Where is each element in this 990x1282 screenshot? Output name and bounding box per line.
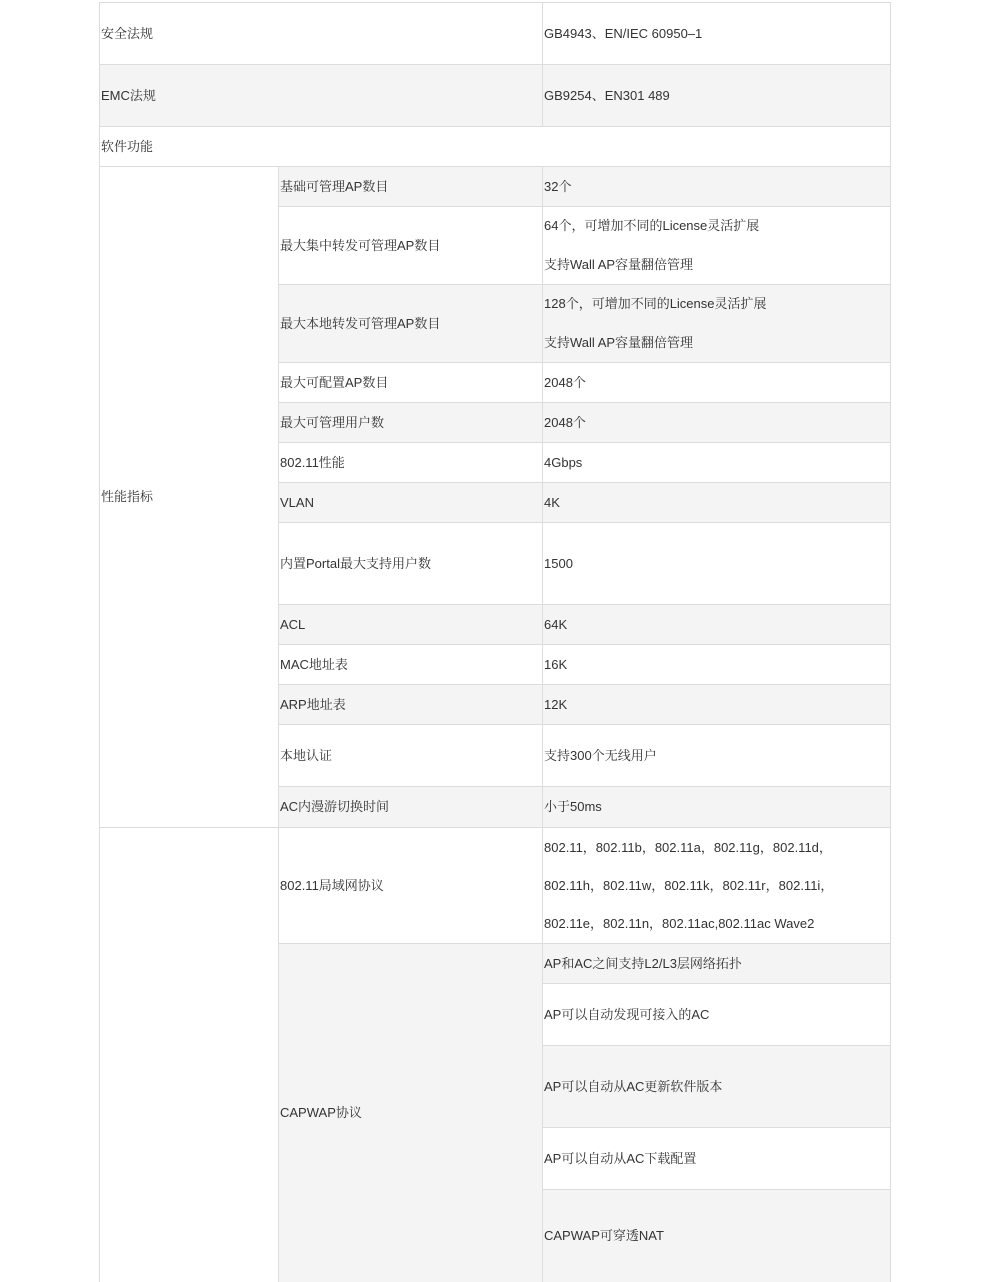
spec-name-cell (278, 284, 542, 362)
spec-value: 小于50ms (544, 799, 602, 815)
group-label: 性能指标 (101, 489, 154, 505)
spec-name-cell (278, 724, 542, 786)
spec-value-cell (542, 402, 891, 442)
spec-name: 最大集中转发可管理AP数目 (280, 237, 441, 253)
spec-name: MAC地址表 (280, 656, 348, 672)
row-label: EMC法规 (101, 87, 156, 103)
spec-name: VLAN (280, 494, 314, 510)
spec-name-cell (278, 644, 542, 684)
spec-value-cell (542, 943, 891, 983)
spec-value: AP和AC之间支持L2/L3层网络拓扑 (544, 955, 742, 971)
spec-name-cell (278, 827, 542, 943)
spec-value-cell (542, 684, 891, 724)
spec-value-line: 64个，可增加不同的License灵活扩展 (544, 218, 760, 234)
spec-value-cell (542, 166, 891, 206)
spec-name: 本地认证 (280, 747, 333, 763)
spec-value: CAPWAP可穿透NAT (544, 1228, 664, 1244)
spec-name-cell (278, 206, 542, 284)
spec-value-cell (542, 362, 891, 402)
group-label-cell (99, 166, 278, 827)
spec-name-cell (278, 684, 542, 724)
spec-name-cell (278, 604, 542, 644)
row-value: GB4943、EN/IEC 60950–1 (544, 25, 703, 41)
spec-value: 64K (544, 616, 568, 632)
spec-value-cell (542, 983, 891, 1045)
spec-value-cell (542, 724, 891, 786)
spec-value: 2048个 (544, 374, 586, 390)
spec-value-line: 128个，可增加不同的License灵活扩展 (544, 296, 767, 312)
spec-value: 32个 (544, 178, 572, 194)
spec-name: 最大可配置AP数目 (280, 374, 389, 390)
spec-value: 1500 (544, 555, 573, 571)
spec-value-cell (542, 644, 891, 684)
spec-value-line: 支持Wall AP容量翻倍管理 (544, 256, 694, 272)
spec-name: AC内漫游切换时间 (280, 799, 390, 815)
regulation-label-cell (99, 2, 542, 64)
spec-name: 最大本地转发可管理AP数目 (280, 315, 441, 331)
spec-value-cell (542, 604, 891, 644)
spec-value-line: 支持Wall AP容量翻倍管理 (544, 334, 694, 350)
spec-value-cell (542, 1189, 891, 1282)
spec-value-cell (542, 827, 891, 943)
spec-name: 802.11性能 (280, 454, 345, 470)
spec-name: CAPWAP协议 (280, 1105, 362, 1121)
spec-value-line: 802.11e，802.11n，802.11ac,802.11ac Wave2 (544, 915, 815, 931)
spec-value: 4Gbps (544, 454, 583, 470)
group-label-cell (99, 827, 278, 1282)
spec-name: ARP地址表 (280, 696, 346, 712)
row-label: 安全法规 (101, 25, 154, 41)
spec-name-cell (278, 402, 542, 442)
spec-name-cell (278, 166, 542, 206)
section-header-cell (99, 126, 891, 166)
spec-value: AP可以自动发现可接入的AC (544, 1006, 710, 1022)
spec-name-cell (278, 943, 542, 1282)
spec-value-cell (542, 482, 891, 522)
spec-name-cell (278, 362, 542, 402)
spec-name-cell (278, 522, 542, 604)
spec-value: AP可以自动从AC更新软件版本 (544, 1078, 723, 1094)
spec-value-cell (542, 1127, 891, 1189)
spec-value-cell (542, 786, 891, 827)
spec-value-cell (542, 1045, 891, 1127)
spec-name-cell (278, 482, 542, 522)
spec-value-cell (542, 284, 891, 362)
spec-value-cell (542, 522, 891, 604)
spec-name: 内置Portal最大支持用户数 (280, 555, 431, 571)
spec-value-line: 802.11h，802.11w，802.11k，802.11r，802.11i， (544, 877, 834, 893)
emc-value-cell (542, 64, 891, 126)
regulation-value-cell (542, 2, 891, 64)
spec-name: 最大可管理用户数 (280, 414, 385, 430)
spec-value-cell (542, 206, 891, 284)
spec-value: 2048个 (544, 414, 586, 430)
spec-value-line: 802.11，802.11b，802.11a，802.11g，802.11d， (544, 839, 832, 855)
spec-name: 基础可管理AP数目 (280, 178, 389, 194)
spec-name-cell (278, 442, 542, 482)
spec-value: 4K (544, 494, 560, 510)
spec-name: ACL (280, 616, 306, 632)
spec-value: 支持300个无线用户 (544, 747, 657, 763)
spec-name-cell (278, 786, 542, 827)
emc-label-cell (99, 64, 542, 126)
spec-table (99, 2, 891, 1282)
row-value: GB9254、EN301 489 (544, 87, 670, 103)
spec-value: 16K (544, 656, 568, 672)
table-right-border (890, 2, 891, 1282)
spec-name: 802.11局域网协议 (280, 877, 384, 893)
spec-value-cell (542, 442, 891, 482)
section-title: 软件功能 (101, 138, 154, 154)
spec-value: AP可以自动从AC下载配置 (544, 1150, 697, 1166)
spec-value: 12K (544, 696, 568, 712)
